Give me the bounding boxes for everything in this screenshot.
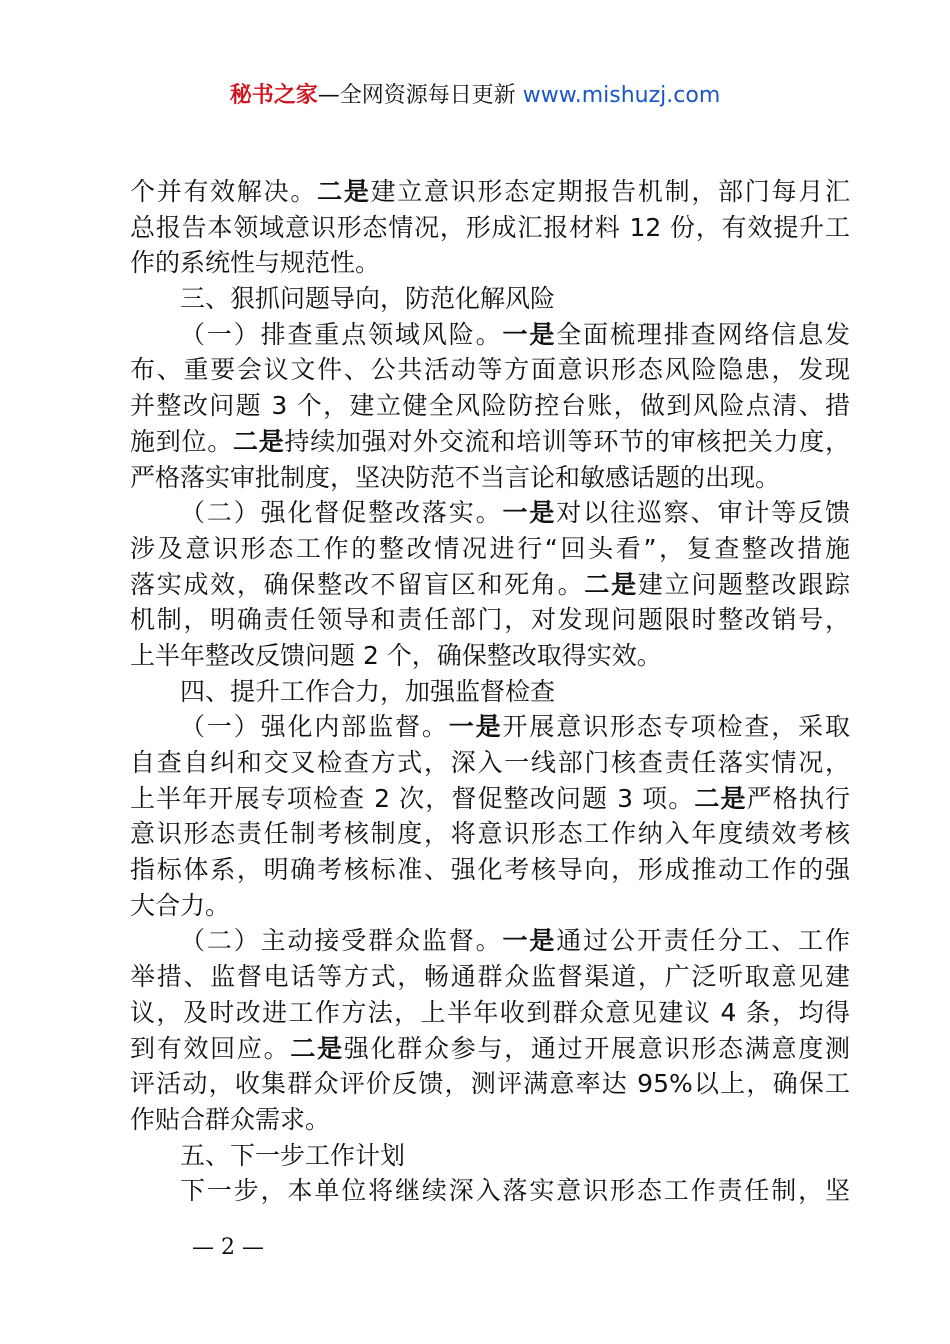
text-line: 严格落实审批制度，坚决防范不当言论和敏感话题的出现。 — [130, 462, 781, 492]
page-number: — 2 — — [192, 1235, 264, 1260]
text-line: 议，及时改进工作方法，上半年收到群众意见建议 4 条，均得 — [130, 997, 850, 1027]
text-line: 上半年整改反馈问题 2 个，确保整改取得实效。 — [130, 640, 662, 670]
text-line: 到有效回应。二是强化群众参与，通过开展意识形态满意度测 — [130, 1033, 850, 1063]
text-line: 机制，明确责任领导和责任部门，对发现问题限时整改销号， — [130, 605, 850, 635]
text-line: 个并有效解决。二是建立意识形态定期报告机制，部门每月汇 — [130, 177, 850, 206]
site-brand: 秘书之家 — [229, 83, 318, 108]
section-heading: 四、提升工作合力，加强监督检查 — [180, 676, 556, 706]
text-line: （一）强化内部监督。一是开展意识形态专项检查，采取 — [180, 712, 850, 742]
text-line: 作贴合群众需求。 — [130, 1104, 331, 1134]
site-header — [0, 80, 950, 112]
text-line: 举措、监督电话等方式，畅通群众监督渠道，广泛听取意见建 — [130, 962, 850, 992]
site-url-link[interactable]: www.mishuzj.com — [522, 83, 721, 108]
text-line: 涉及意识形态工作的整改情况进行“回头看”，复查整改措施 — [130, 533, 850, 563]
text-line: 下一步，本单位将继续深入落实意识形态工作责任制，坚 — [180, 1176, 850, 1206]
section-heading: 三、狠抓问题导向，防范化解风险 — [180, 284, 556, 314]
text-line: 并整改问题 3 个，建立健全风险防控台账，做到风险点清、措 — [130, 391, 850, 421]
document-body — [130, 174, 850, 1209]
text-line: 意识形态责任制考核制度，将意识形态工作纳入年度绩效考核 — [130, 819, 850, 849]
text-line: 自查自纠和交叉检查方式，深入一线部门核查责任落实情况， — [130, 748, 850, 777]
text-line: 评活动，收集群众评价反馈，测评满意率达 95%以上，确保工 — [130, 1069, 850, 1099]
text-line: （一）排查重点领域风险。一是全面梳理排查网络信息发 — [180, 319, 850, 349]
text-line: 大合力。 — [130, 890, 231, 920]
text-line: 作的系统性与规范性。 — [130, 248, 381, 278]
text-line: 施到位。二是持续加强对外交流和培训等环节的审核把关力度， — [130, 426, 850, 456]
text-line: 总报告本领域意识形态情况，形成汇报材料 12 份，有效提升工 — [130, 212, 850, 242]
text-line: 上半年开展专项检查 2 次，督促整改问题 3 项。二是严格执行 — [130, 783, 850, 813]
text-line: （二）主动接受群众监督。一是通过公开责任分工、工作 — [180, 926, 850, 956]
text-line: （二）强化督促整改落实。一是对以往巡察、审计等反馈 — [180, 498, 850, 528]
site-tagline: —全网资源每日更新 — [317, 83, 523, 108]
text-line: 指标体系，明确考核标准、强化考核导向，形成推动工作的强 — [130, 855, 850, 885]
text-line: 落实成效，确保整改不留盲区和死角。二是建立问题整改跟踪 — [130, 569, 850, 599]
text-line: 布、重要会议文件、公共活动等方面意识形态风险隐患，发现 — [130, 355, 850, 385]
section-heading: 五、下一步工作计划 — [180, 1140, 406, 1170]
